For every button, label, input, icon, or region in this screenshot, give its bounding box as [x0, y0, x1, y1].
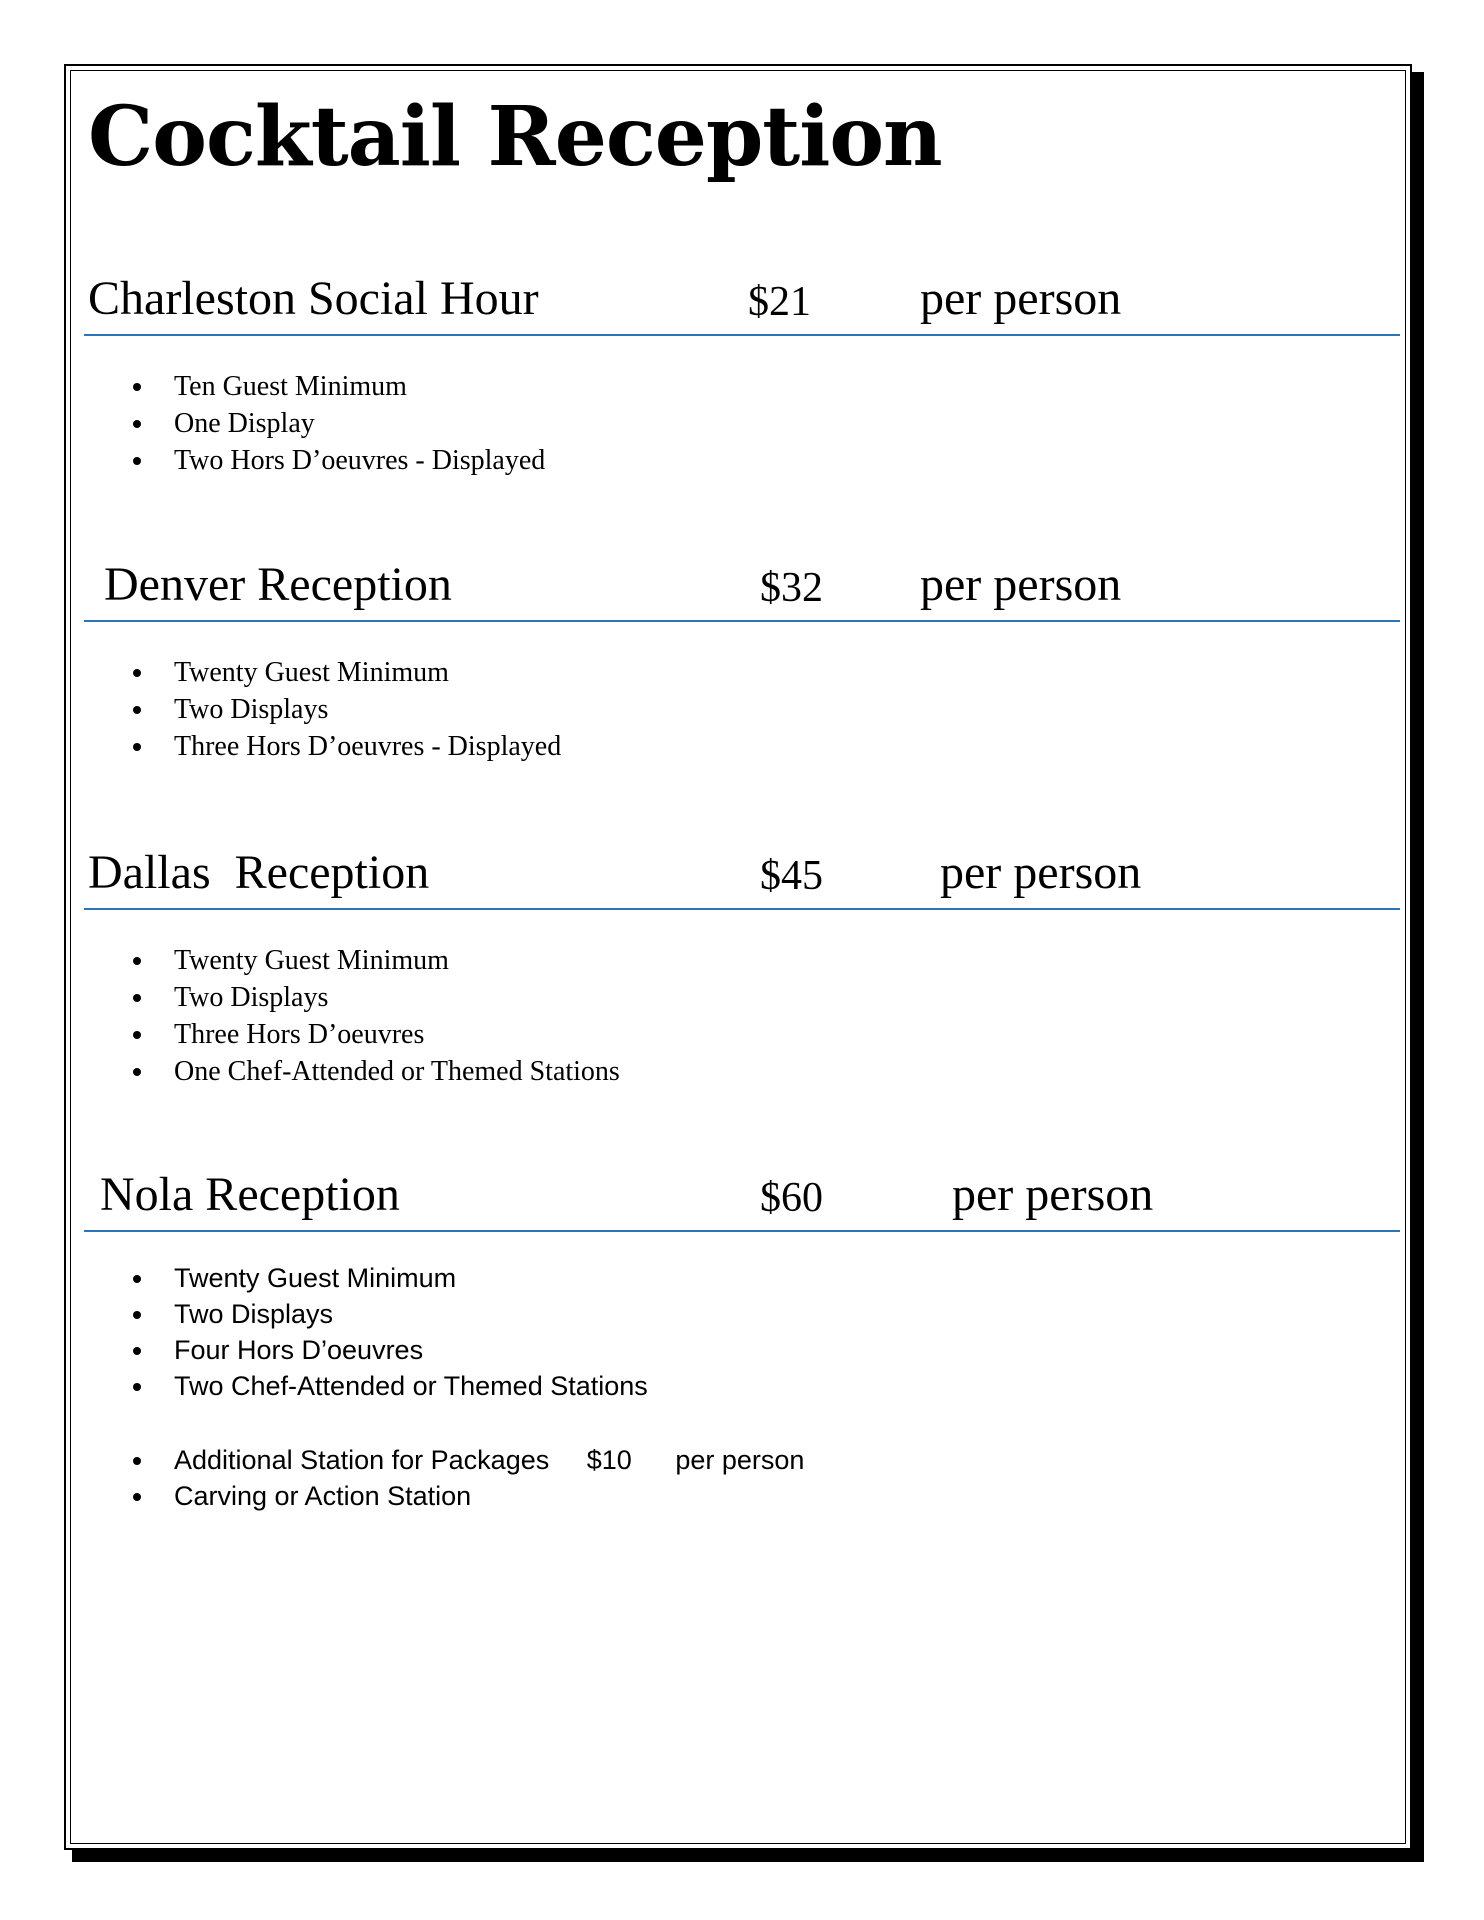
page-title: Cocktail Reception	[88, 89, 942, 185]
package-per-person: per person	[920, 272, 1122, 325]
list-item: Ten Guest Minimum	[84, 368, 1400, 405]
package-header	[84, 846, 1400, 910]
package-per-person: per person	[920, 558, 1122, 611]
list-item: Three Hors D’oeuvres	[84, 1016, 1400, 1053]
additional-station-per-person: per person	[675, 1445, 805, 1475]
package-items	[84, 942, 1400, 1090]
package-price: $32	[760, 565, 823, 611]
list-item: Four Hors D’oeuvres	[84, 1332, 1400, 1368]
package-items	[84, 654, 1400, 765]
carving-station-item	[84, 1478, 1084, 1514]
package-header	[84, 1168, 1400, 1232]
list-item: Two Chef-Attended or Themed Stations	[84, 1368, 1400, 1404]
package-header	[84, 272, 1400, 336]
package-charleston	[84, 272, 1400, 479]
extras-list	[84, 1442, 1084, 1514]
package-name: Nola Reception	[100, 1168, 400, 1221]
package-nola	[84, 1168, 1400, 1404]
list-item: Two Displays	[84, 979, 1400, 1016]
carving-station-label: Carving or Action Station	[174, 1481, 472, 1511]
package-dallas	[84, 846, 1400, 1090]
list-item: Two Displays	[84, 1296, 1400, 1332]
list-item: One Display	[84, 405, 1400, 442]
package-name: Dallas Reception	[88, 846, 430, 899]
package-price: $45	[760, 853, 823, 899]
package-header	[84, 558, 1400, 622]
list-item: Twenty Guest Minimum	[84, 654, 1400, 691]
package-denver	[84, 558, 1400, 765]
list-item: Two Displays	[84, 691, 1400, 728]
package-price: $60	[760, 1175, 823, 1221]
package-per-person: per person	[940, 846, 1142, 899]
package-per-person: per person	[952, 1168, 1154, 1221]
list-item: One Chef-Attended or Themed Stations	[84, 1053, 1400, 1090]
additional-station-label: Additional Station for Packages	[174, 1445, 550, 1475]
list-item: Twenty Guest Minimum	[84, 1260, 1400, 1296]
package-items	[84, 368, 1400, 479]
package-price: $21	[748, 279, 811, 325]
additional-station-item	[84, 1442, 1084, 1478]
package-items	[84, 1260, 1400, 1404]
additional-station-price: $10	[586, 1445, 632, 1475]
package-name: Charleston Social Hour	[88, 272, 539, 325]
list-item: Twenty Guest Minimum	[84, 942, 1400, 979]
list-item: Two Hors D’oeuvres - Displayed	[84, 442, 1400, 479]
list-item: Three Hors D’oeuvres - Displayed	[84, 728, 1400, 765]
package-name: Denver Reception	[104, 558, 452, 611]
